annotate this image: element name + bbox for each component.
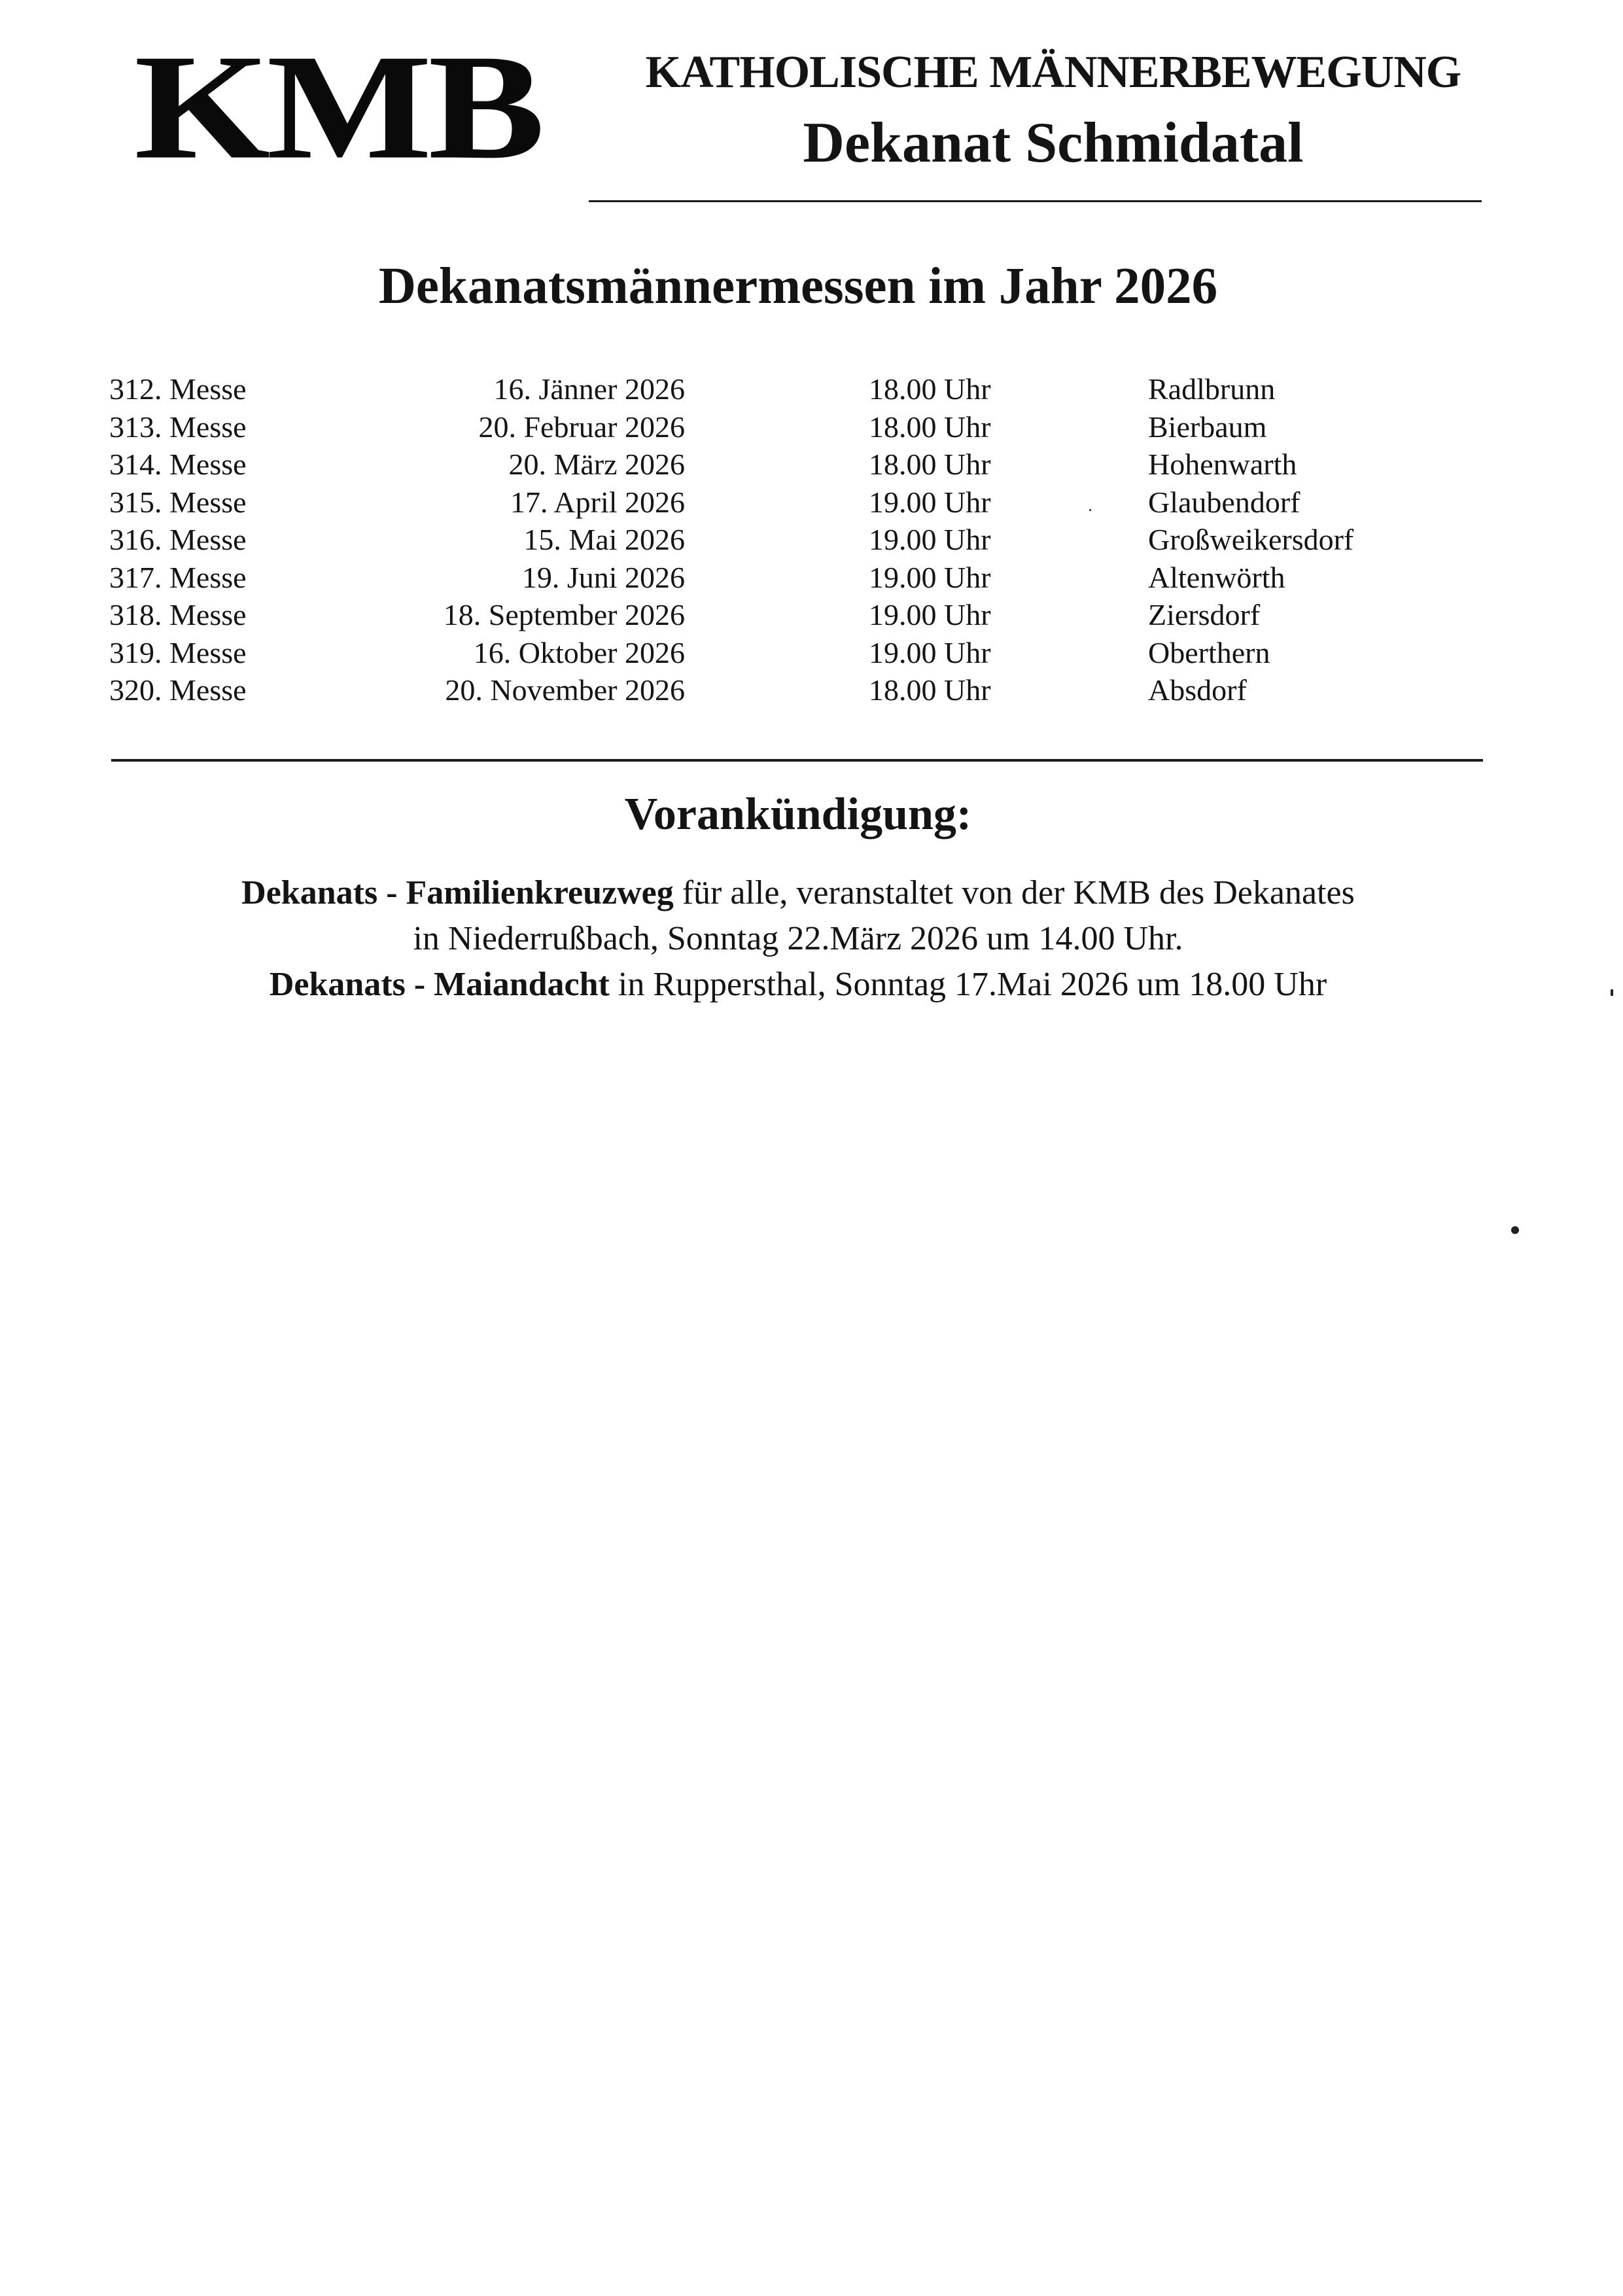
event-text: für alle, veranstaltet von der KMB des Dekanates [673, 874, 1355, 911]
organization-name: KATHOLISCHE MÄNNERBEWEGUNG [645, 47, 1461, 97]
schedule-row [0, 521, 1623, 559]
mass-time: 18.00 Uhr [869, 448, 991, 481]
mass-date: 19. Juni 2026 [521, 560, 685, 594]
schedule-row [0, 446, 1623, 484]
section-divider [111, 759, 1483, 762]
schedule-row [0, 671, 1623, 709]
mass-time: 19.00 Uhr [869, 485, 991, 519]
mass-date: 20. März 2026 [508, 448, 685, 481]
event-name: Dekanats - Familienkreuzweg [241, 874, 674, 911]
schedule-row [0, 408, 1623, 446]
mass-time: 19.00 Uhr [869, 635, 991, 669]
mass-number: 318. Messe [109, 598, 247, 631]
mass-place: Oberthern [1148, 635, 1270, 669]
announcement-body [111, 870, 1485, 1008]
header-divider [589, 200, 1482, 202]
mass-number: 317. Messe [109, 560, 247, 594]
mass-place: Radlbrunn [1148, 372, 1276, 406]
scan-speck [1611, 989, 1613, 996]
page-title: Dekanatsmännermessen im Jahr 2026 [378, 258, 1218, 315]
announcement-heading: Vorankündigung: [624, 789, 972, 839]
schedule-row [0, 596, 1623, 634]
mass-place: Absdorf [1148, 673, 1247, 707]
schedule-row [0, 559, 1623, 597]
mass-time: 18.00 Uhr [869, 673, 991, 707]
mass-number: 312. Messe [109, 372, 247, 406]
mass-date: 17. April 2026 [510, 485, 685, 519]
mass-number: 319. Messe [109, 635, 247, 669]
event-line: in Niederrußbach, Sonntag 22.März 2026 um 14.00 Uhr. [413, 920, 1183, 957]
deanery-name: Dekanat Schmidatal [803, 111, 1304, 175]
schedule-row [0, 634, 1623, 672]
mass-date: 16. Oktober 2026 [473, 635, 685, 669]
mass-time: 18.00 Uhr [869, 410, 991, 444]
event-line [111, 962, 1485, 1008]
event-text: in Ruppersthal, Sonntag 17.Mai 2026 um 18.00 Uhr [609, 966, 1327, 1003]
mass-number: 314. Messe [109, 448, 247, 481]
mass-number: 315. Messe [109, 485, 247, 519]
mass-number: 313. Messe [109, 410, 247, 444]
mass-time: 19.00 Uhr [869, 598, 991, 631]
mass-number: 316. Messe [109, 523, 247, 556]
event-name: Dekanats - Maiandacht [269, 966, 610, 1003]
mass-date: 20. November 2026 [445, 673, 685, 707]
mass-place: Altenwörth [1148, 560, 1285, 594]
mass-number: 320. Messe [109, 673, 247, 707]
scan-speck [1089, 509, 1091, 511]
mass-place: Großweikersdorf [1148, 523, 1354, 556]
mass-time: 18.00 Uhr [869, 372, 991, 406]
mass-time: 19.00 Uhr [869, 560, 991, 594]
mass-place: Bierbaum [1148, 410, 1267, 444]
mass-place: Glaubendorf [1148, 485, 1300, 519]
mass-date: 16. Jänner 2026 [493, 372, 685, 406]
mass-date: 20. Februar 2026 [478, 410, 685, 444]
mass-place: Ziersdorf [1148, 598, 1261, 631]
mass-schedule [0, 370, 1623, 709]
mass-date: 18. September 2026 [443, 598, 685, 631]
schedule-row [0, 484, 1623, 521]
mass-date: 15. Mai 2026 [523, 523, 685, 556]
scan-speck [1511, 1226, 1519, 1234]
schedule-row [0, 370, 1623, 408]
event-line [111, 870, 1485, 916]
kmb-logo: KMB [134, 23, 542, 190]
mass-place: Hohenwarth [1148, 448, 1297, 481]
mass-time: 19.00 Uhr [869, 523, 991, 556]
